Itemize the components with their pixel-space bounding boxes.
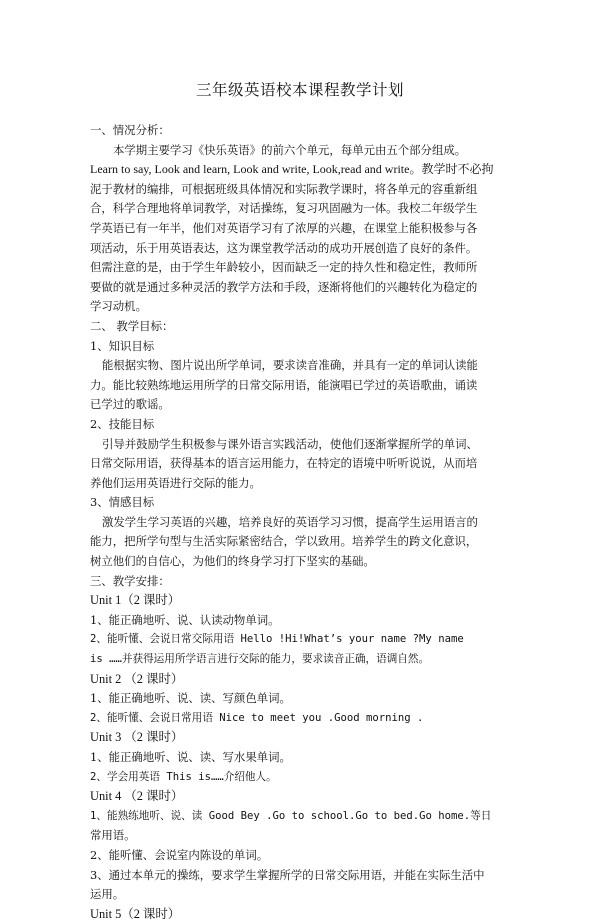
unit-item: 2、学会用英语 This is……介绍他人。 bbox=[90, 770, 277, 783]
section-heading-schedule: 三、教学安排： bbox=[90, 573, 170, 588]
paragraph-line: 学英语已有一年半，他们对英语学习有了浓厚的兴趣，在课堂上能积极参与各 bbox=[90, 220, 478, 235]
paragraph-line: 能根据实物、图片说出所学单词，要求读音准确，并具有一定的单词认读能 bbox=[102, 358, 478, 373]
paragraph-line: 日常交际用语，获得基本的语言运用能力，在特定的语境中听听说说，从而培 bbox=[90, 456, 478, 471]
unit-item: 1、能正确地听、说、读、写颜色单词。 bbox=[90, 691, 291, 706]
paragraph-line: 引导并鼓励学生积极参与课外语言实践活动，使他们逐渐掌握所学的单词、 bbox=[102, 436, 478, 451]
paragraph-line: 能力，把所学句型与生活实际紧密结合，学以致用。培养学生的跨文化意识， bbox=[90, 534, 478, 549]
paragraph-line: 但需注意的是，由于学生年龄较小，因而缺乏一定的持久性和稳定性，教师所 bbox=[90, 260, 478, 275]
section-heading-goals: 二、 教学目标： bbox=[90, 318, 174, 333]
unit-item: 1、能正确地听、说、读、写水果单词。 bbox=[90, 750, 291, 764]
section-heading-situation: 一、情况分析： bbox=[90, 123, 170, 137]
paragraph-line: 力。能比较熟练地运用所学的日常交际用语，能演唱已学过的英语歌曲，诵读 bbox=[90, 377, 478, 392]
unit-heading: Unit 2 （2 课时） bbox=[90, 671, 184, 686]
unit-heading: Unit 1（2 课时） bbox=[90, 593, 181, 608]
paragraph-line: 泥于教材的编排，可根据班级具体情况和实际教学课时，将各单元的容重新组 bbox=[90, 181, 478, 196]
unit-item: 2、能听懂、会说日常交际用语 Hello !Hi!What’s your name ?My name bbox=[90, 633, 464, 646]
unit-item: 2、能听懂、会说日常用语 Nice to meet you .Good morning . bbox=[90, 711, 424, 724]
unit-item: 常用语。 bbox=[90, 828, 136, 843]
paragraph-line: 养他们运用英语进行交际的能力。 bbox=[90, 475, 261, 490]
unit-heading: Unit 4 （2 课时） bbox=[90, 789, 184, 804]
unit-heading: Unit 5（2 课时） bbox=[90, 906, 181, 921]
paragraph-line: 树立他们的自信心，为他们的终身学习打下坚实的基础。 bbox=[90, 554, 375, 569]
paragraph-line: 激发学生学习英语的兴趣，培养良好的英语学习习惯，提高学生运用语言的 bbox=[102, 514, 478, 529]
paragraph-line: 已学过的歌谣。 bbox=[90, 397, 170, 412]
unit-item: 运用。 bbox=[90, 887, 125, 902]
page-title: 三年级英语校本课程教学计划 bbox=[195, 81, 404, 99]
subheading-knowledge: 1、知识目标 bbox=[90, 338, 155, 353]
subheading-skills: 2、技能目标 bbox=[90, 416, 155, 431]
paragraph-line: 本学期主要学习《快乐英语》的前六个单元，每单元由五个部分组成。 bbox=[113, 142, 467, 157]
paragraph-line: 学习动机。 bbox=[90, 299, 147, 314]
paragraph-line: 合，科学合理地将单词教学，对话操练，复习巩固融为一体。我校二年级学生 bbox=[90, 201, 478, 216]
unit-item: 1、能正确地听、说、认读动物单词。 bbox=[90, 612, 280, 627]
unit-item: 2、能听懂、会说室内陈设的单词。 bbox=[90, 847, 269, 862]
paragraph-line: Learn to say, Look and learn, Look and write, Look,read and write。教学时不必拘 bbox=[90, 162, 494, 177]
unit-item: 1、能熟练地听、说、读 Good Bey .Go to school.Go to bed.Go home.等日 bbox=[90, 809, 492, 822]
document-body bbox=[90, 121, 522, 924]
paragraph-line: 要做的就是通过多种灵活的教学方法和手段，逐渐将他们的兴趣转化为稳定的 bbox=[90, 279, 478, 294]
unit-heading: Unit 3 （2 课时） bbox=[90, 730, 184, 745]
subheading-emotion: 3、情感目标 bbox=[90, 495, 155, 510]
unit-item: 3、通过本单元的操练，要求学生掌握所学的日常交际用语，并能在实际生活中 bbox=[90, 867, 485, 882]
paragraph-line: 项活动，乐于用英语表达，这为课堂教学活动的成功开展创造了良好的条件。 bbox=[90, 240, 478, 255]
unit-item: is ……并获得运用所学语言进行交际的能力，要求读音正确，语调自然。 bbox=[90, 653, 430, 666]
